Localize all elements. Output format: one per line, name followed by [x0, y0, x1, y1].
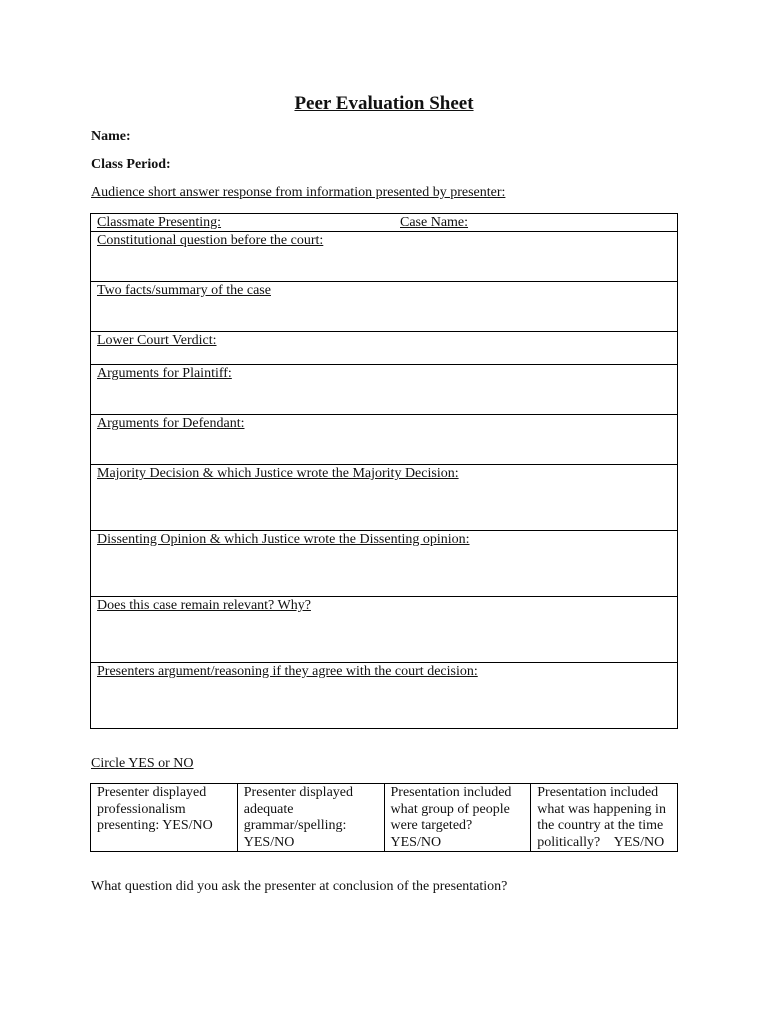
lower-court-verdict-cell[interactable] — [91, 332, 678, 365]
case-evaluation-table — [90, 213, 678, 729]
presenter-argument-cell[interactable] — [91, 663, 678, 729]
cell-line: the country at the time — [537, 818, 664, 833]
classmate-presenting-label: Classmate Presenting: — [97, 215, 222, 230]
cell-line: YES/NO — [243, 834, 295, 850]
group-targeted-cell[interactable] — [384, 784, 531, 852]
cell-line: adequate — [243, 801, 294, 817]
cell-line: Presenter displayed — [243, 785, 353, 800]
cell-line: Presentation included — [537, 785, 659, 800]
table-row-header — [91, 214, 678, 232]
dissenting-opinion-cell[interactable] — [91, 531, 678, 597]
majority-decision-cell[interactable] — [91, 465, 678, 531]
yes-no-table — [90, 783, 678, 852]
table-row — [91, 531, 678, 597]
table-row — [91, 465, 678, 531]
cell-line: Presenter displayed — [97, 785, 207, 800]
intro-instruction: Audience short answer response from information presented by presenter: — [91, 185, 506, 200]
arguments-defendant-cell[interactable] — [91, 415, 678, 465]
table-row — [91, 415, 678, 465]
arguments-plaintiff-cell[interactable] — [91, 365, 678, 415]
cell-line: YES/NO — [390, 834, 442, 850]
table-row — [91, 365, 678, 415]
header-cell[interactable] — [91, 214, 678, 232]
table-row — [91, 232, 678, 282]
table-row — [91, 597, 678, 663]
name-label: Name: — [91, 129, 131, 144]
row-label: Presenters argument/reasoning if they agree with the court decision: — [97, 664, 478, 679]
constitutional-question-cell[interactable] — [91, 232, 678, 282]
row-label: Constitutional question before the court: — [97, 233, 324, 248]
row-label: Dissenting Opinion & which Justice wrote the Dissenting opinion: — [97, 532, 470, 547]
cell-line: Presentation included — [390, 785, 512, 800]
case-relevance-cell[interactable] — [91, 597, 678, 663]
row-label: Lower Court Verdict: — [97, 333, 217, 348]
case-name-label: Case Name: — [400, 215, 469, 230]
row-label: Arguments for Plaintiff: — [97, 366, 232, 381]
table-row — [91, 784, 678, 852]
cell-line: grammar/spelling: — [243, 818, 347, 833]
cell-line: what group of people — [390, 801, 510, 817]
political-context-cell[interactable] — [531, 784, 678, 852]
cell-line: were targeted? — [390, 818, 473, 833]
class-period-label: Class Period: — [91, 157, 171, 172]
page-title: Peer Evaluation Sheet — [294, 93, 474, 114]
circle-yes-no-instruction: Circle YES or NO — [91, 756, 194, 771]
row-label: Does this case remain relevant? Why? — [97, 598, 311, 613]
row-label: Two facts/summary of the case — [97, 283, 271, 298]
cell-line: politically? YES/NO — [537, 834, 665, 850]
cell-line: presenting: YES/NO — [97, 818, 213, 833]
closing-question: What question did you ask the presenter at conclusion of the presentation? — [91, 879, 508, 894]
cell-line: what was happening in — [537, 801, 666, 817]
table-row — [91, 282, 678, 332]
table-row — [91, 663, 678, 729]
cell-line: professionalism — [97, 801, 186, 817]
row-label: Majority Decision & which Justice wrote the Majority Decision: — [97, 466, 459, 481]
row-label: Arguments for Defendant: — [97, 416, 245, 431]
grammar-spelling-cell[interactable] — [237, 784, 384, 852]
table-row — [91, 332, 678, 365]
facts-summary-cell[interactable] — [91, 282, 678, 332]
professionalism-cell[interactable] — [91, 784, 238, 852]
